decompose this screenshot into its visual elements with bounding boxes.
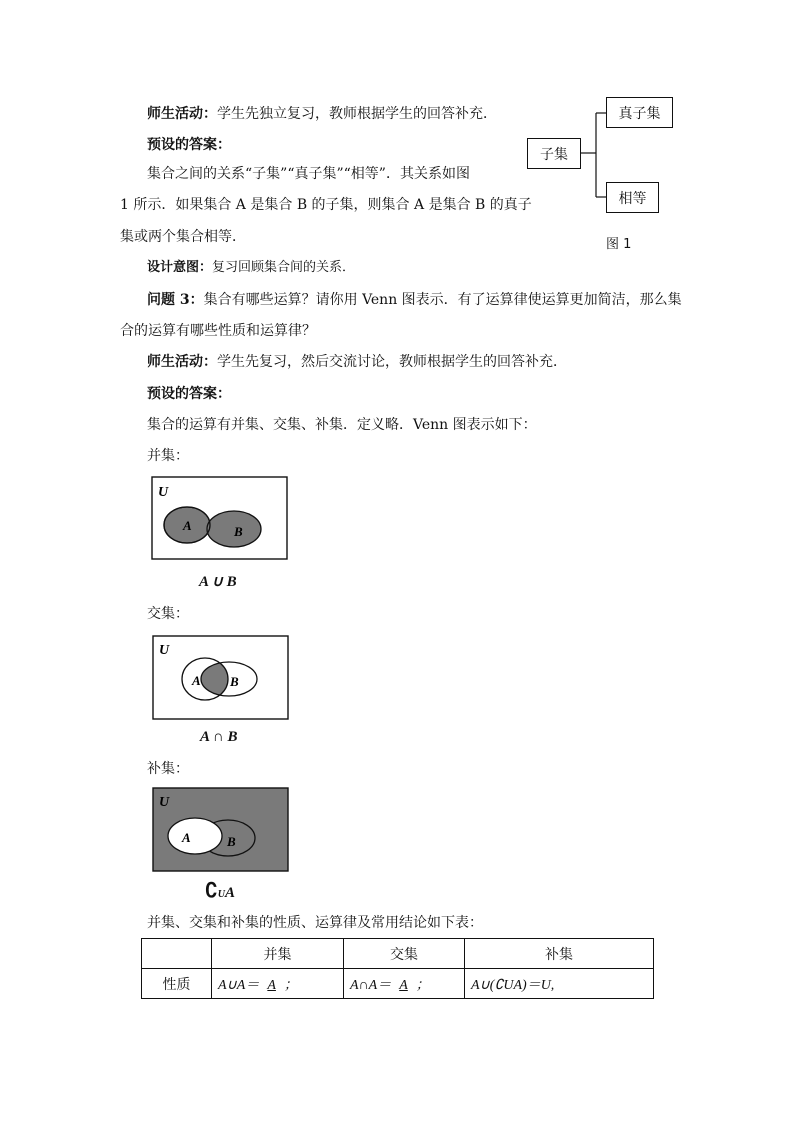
question-3-line-2: 合的运算有哪些性质和运算律？ bbox=[120, 323, 316, 339]
complement-circle-a bbox=[168, 818, 222, 854]
design-intent-text: 复习回顾集合间的关系． bbox=[212, 260, 356, 275]
figure-1-equal-box: 相等 bbox=[606, 182, 659, 213]
union-cell-pre: A∪A＝ bbox=[218, 977, 260, 993]
relation-line-3: 集或两个集合相等． bbox=[120, 229, 246, 245]
union-caption: A ∪ B bbox=[199, 574, 237, 590]
inter-cell-pre: A∩A＝ bbox=[350, 977, 392, 993]
complement-caption-a: A bbox=[224, 885, 235, 901]
preset-answer-label: 预设的答案： bbox=[147, 137, 231, 153]
complement-label-b: B bbox=[227, 834, 236, 849]
union-cell-blank bbox=[259, 978, 284, 993]
question-3-label: 问题 3： bbox=[147, 292, 204, 308]
union-label-b: B bbox=[234, 524, 243, 539]
table-header-complement: 补集 bbox=[465, 939, 654, 969]
union-venn-diagram bbox=[150, 475, 292, 563]
table-header-empty bbox=[142, 939, 212, 969]
table-header-row bbox=[142, 939, 654, 969]
complement-heading: 补集： bbox=[147, 761, 189, 777]
table-header-intersection: 交集 bbox=[344, 939, 465, 969]
table-row bbox=[142, 969, 654, 999]
inter-cell-post: ； bbox=[415, 977, 430, 993]
complement-label-a: A bbox=[182, 830, 191, 845]
union-label-u: U bbox=[158, 485, 169, 500]
relation-line-2: 1 所示．如果集合 A 是集合 B 的子集，则集合 A 是集合 B 的真子 bbox=[120, 197, 532, 213]
question-3-line-1 bbox=[147, 290, 682, 310]
intersection-venn-diagram bbox=[151, 634, 293, 722]
table-cell-intersection bbox=[344, 969, 465, 999]
properties-table bbox=[141, 938, 654, 999]
operations-intro: 集合的运算有并集、交集、补集．定义略．Venn 图表示如下： bbox=[147, 417, 537, 433]
complement-subscript: U bbox=[217, 889, 225, 900]
intersection-caption: A ∩ B bbox=[200, 729, 238, 745]
complement-caption bbox=[205, 878, 235, 903]
relation-line-1: 集合之间的关系“子集”“真子集”“相等”．其关系如图 bbox=[147, 166, 470, 182]
union-label-a: A bbox=[183, 518, 192, 533]
activity-text: 学生先独立复习，教师根据学生的回答补充． bbox=[217, 106, 497, 122]
figure-1-proper-subset-box: 真子集 bbox=[606, 97, 673, 128]
activity-paragraph-2 bbox=[147, 352, 567, 372]
union-heading: 并集： bbox=[147, 448, 189, 464]
inter-cell-blank bbox=[391, 978, 416, 993]
question-3-text: 集合有哪些运算？请你用 Venn 图表示．有了运算律使运算更加简洁，那么集 bbox=[203, 292, 682, 308]
table-header-union: 并集 bbox=[212, 939, 344, 969]
activity-paragraph-1 bbox=[147, 104, 497, 124]
activity-text-2: 学生先复习，然后交流讨论，教师根据学生的回答补充． bbox=[217, 354, 567, 370]
table-cell-complement: A∪(∁UA)＝U, bbox=[465, 969, 654, 999]
intersection-label-b: B bbox=[230, 674, 239, 689]
figure-1-caption: 图 1 bbox=[606, 237, 632, 252]
complement-symbol: ∁ bbox=[205, 880, 218, 902]
properties-intro: 并集、交集和补集的性质、运算律及常用结论如下表： bbox=[147, 915, 483, 931]
activity-label-2: 师生活动： bbox=[147, 354, 217, 370]
activity-label: 师生活动： bbox=[147, 106, 217, 122]
union-cell-post: ； bbox=[283, 977, 298, 993]
complement-venn-diagram bbox=[151, 786, 293, 874]
design-intent-label: 设计意图： bbox=[147, 260, 213, 275]
intersection-label-a: A bbox=[192, 673, 201, 688]
inter-cell-answer: A bbox=[399, 977, 408, 993]
intersection-label-u: U bbox=[159, 643, 170, 658]
union-cell-answer: A bbox=[267, 977, 276, 993]
figure-1-subset-box: 子集 bbox=[527, 138, 581, 169]
table-row-label: 性质 bbox=[142, 969, 212, 999]
table-cell-union bbox=[212, 969, 344, 999]
preset-answer-label-2: 预设的答案： bbox=[147, 386, 231, 402]
design-intent bbox=[147, 258, 355, 278]
intersection-heading: 交集： bbox=[147, 606, 189, 622]
complement-label-u: U bbox=[159, 795, 170, 810]
